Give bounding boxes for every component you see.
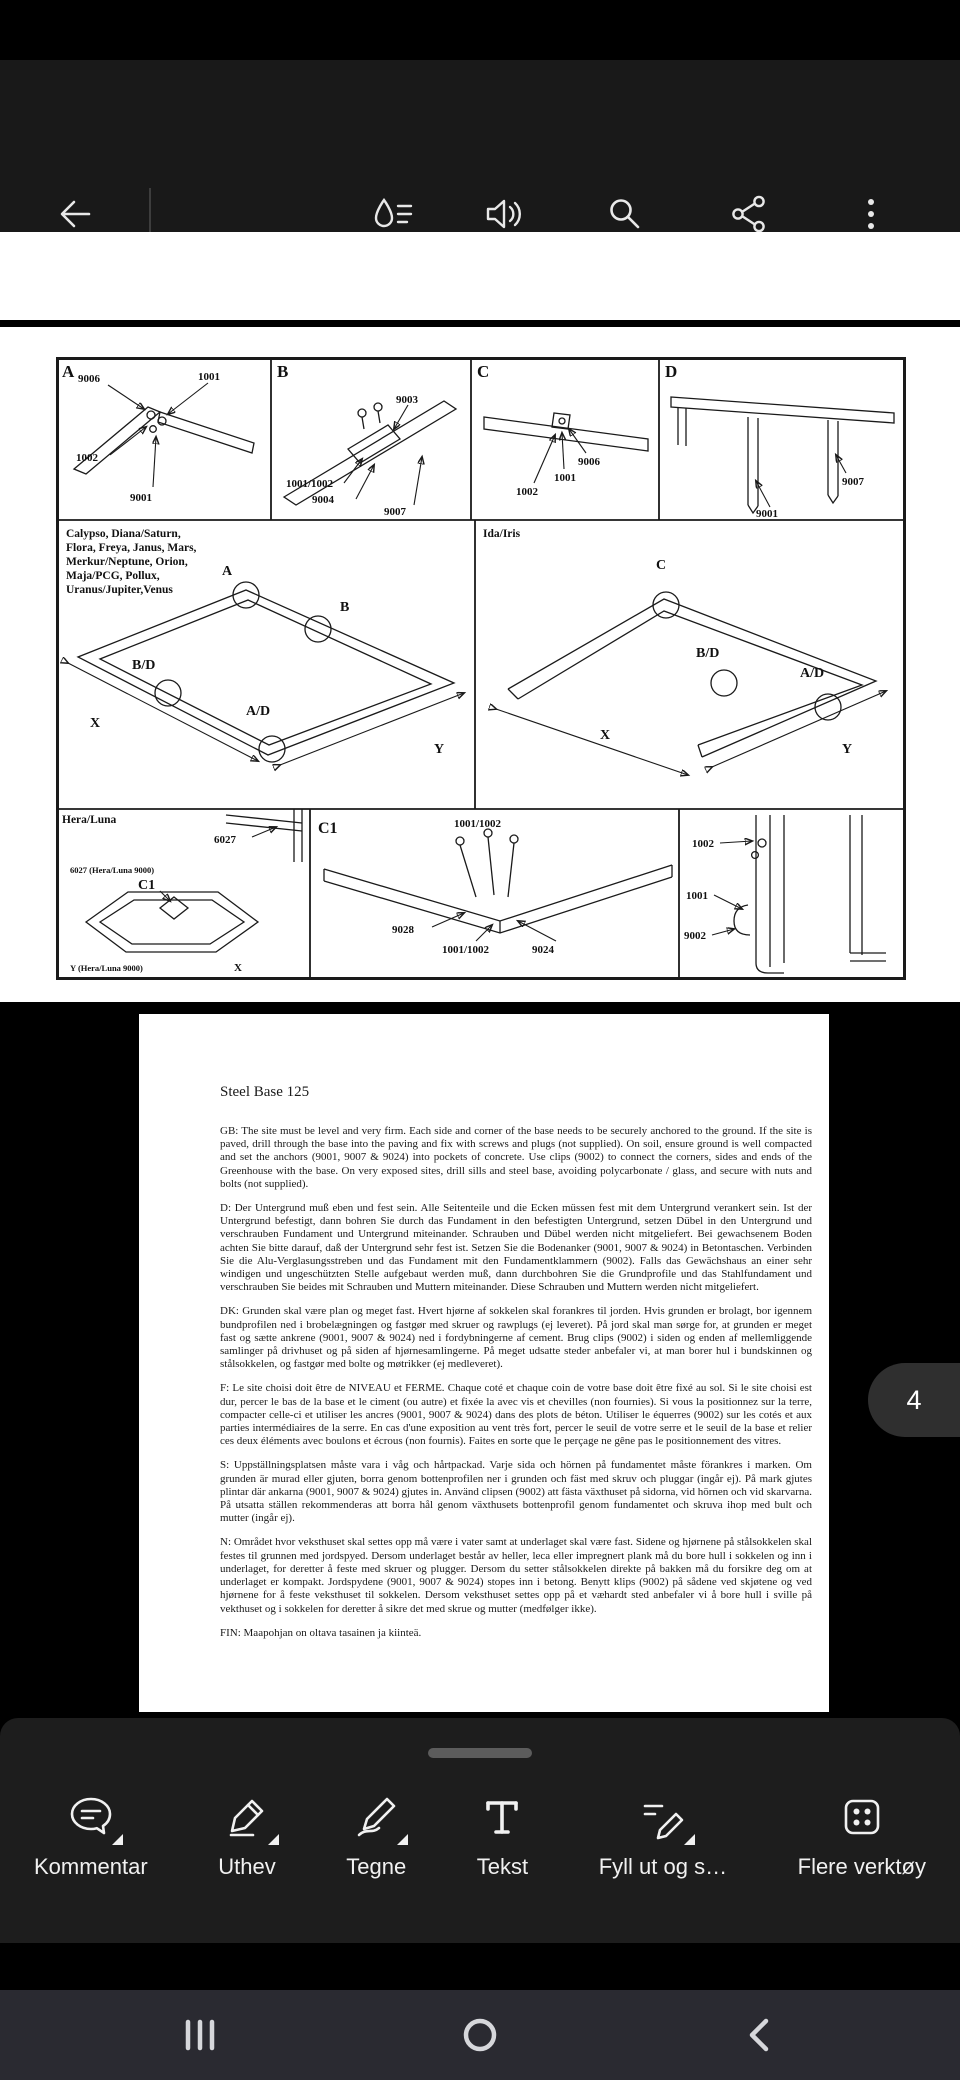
panel-letter: A <box>62 362 75 381</box>
bottom-sheet <box>0 1718 960 1943</box>
part-number-label: 1001 <box>554 472 576 484</box>
callout-letter: A <box>222 564 233 579</box>
panel-letter: C <box>477 362 490 381</box>
dimension-label: X <box>600 728 611 743</box>
part-number-label: 1001 <box>198 371 220 383</box>
paragraph-n: N: Området hvor veksthuset skal settes opp må være i vater samt at underlaget skal være fast. Sidene og hjørnene på stålsokkelen skal festes til grunnen med jordspyed. Dersom underlaget består av heller, leca eller impregnert plank må du bore hull i sokkelen og inn i underlaget, for deretter å feste med skruer og plugger. Dersom du setter stålsokkelen direkte på bakken må du forsikre deg om at underlaget er kompakt. Jordspydene (9001, 9007 & 9024) stopes inn i betong. Benytt klips (9002) på sådene ved skjøtene og ved hjørnene for å feste veksthuset til sokkelen. Dersom veksthuset settes opp på et væhardt sted anbefaler vi å bore hull i sville på vekthuset og i sokkelen for deretter å sikre det med skrue og mutter (medfølger ikke). <box>220 1536 812 1615</box>
flyout-indicator <box>268 1834 279 1845</box>
model-list-line: Merkur/Neptune, Orion, <box>66 556 188 568</box>
android-nav-bar <box>0 1990 960 2080</box>
part-number-label: 9001 <box>130 492 152 504</box>
share-icon <box>728 192 772 236</box>
pdf-page-text[interactable] <box>139 1014 829 1712</box>
fill-sign-icon <box>638 1792 688 1842</box>
panel-letter: D <box>665 362 678 381</box>
highlighter-icon <box>222 1792 272 1842</box>
paragraph-dk: DK: Grunden skal være plan og meget fast. Hvert hjørne af sokkelen skal forankres til jorden. Hvis grunden er brolagt, bor igennem bundprofilen ned i brobelægningen og fastgør med skruer og rawplugs (ej leveret). På jord skal man sørge for, at grunden er meget fast og sætte ankrene (9001, 9007 & 9024) ned i fordybningerne af cement. Brug clips (9002) i siden og enden af mellemliggende samlinger på drivhuset og på siden af hjørnesamlingerne. På meget udsatte steder anbefaler vi, at man borer hul i bundskinnen og stålsokkelen, og fastgør med bolte og møtrikker (ej medleveret). <box>220 1305 812 1371</box>
tool-text[interactable] <box>477 1792 528 1880</box>
paragraph-fin-clipped: FIN: Maapohjan on oltava tasainen ja kiinteä. <box>220 1626 422 1639</box>
hera-art <box>86 809 302 952</box>
tool-label: Tekst <box>476 1854 529 1879</box>
tools-toolbar <box>0 1792 960 1880</box>
tool-fill-sign[interactable] <box>599 1792 727 1880</box>
page-separator <box>0 320 960 327</box>
dimension-label: X <box>234 962 242 974</box>
tool-label: Uthev <box>218 1854 276 1879</box>
part-number-label: 1001/1002 <box>454 818 502 830</box>
paragraph-d: D: Der Untergrund muß eben und fest sein. Alle Seitenteile und die Ecken müssen fest mit dem Untergrund verankert sein. Ist der Untergrund befestigt, dann bohren Sie durch das Fundament in den befestigten Untergrund, setzen Dübel in den Untergrund und verschrauben Fundament und Untergrund miteinander. Schrauben und Dübel werden nicht mitgeliefert. Bei gewachsenem Boden achten Sie bitte darauf, daß der Untergrund sehr fest ist. Setzen Sie die Bodenanker (9001, 9007 & 9024) in Betontaschen. Verbinden Sie die Alu-Verglasungsstreben und das Fundament mit den Fundamentklammern (9002). Falls das Gewächshaus an einer sehr windigen und ungeschützten Stelle aufgebaut werden muß, dann durchbohren Sie die Grundprofile und das Stahlfundament und verschrauben Sie beides mit Schrauben und Muttern miteinander. Diese Schrauben und Muttern werden nicht mitgeliefert. <box>220 1202 812 1294</box>
drag-handle[interactable] <box>428 1748 532 1758</box>
part-number-label: 9007 <box>384 506 406 518</box>
profile-detail-art <box>712 815 886 973</box>
tool-label: Kommentar <box>34 1854 148 1879</box>
diagram-grid <box>57 358 905 980</box>
status-bar <box>0 0 960 60</box>
search-icon <box>603 192 647 236</box>
recents-button[interactable] <box>176 2011 224 2059</box>
part-number-label: 1002 <box>76 452 98 464</box>
document-title: Steel Base 125 <box>220 1084 310 1100</box>
part-number-label: 9006 <box>578 456 600 468</box>
model-list-line: Maja/PCG, Pollux, <box>66 570 160 582</box>
part-number-label: 1001/1002 <box>442 944 490 956</box>
tool-comment[interactable] <box>34 1792 148 1880</box>
dimension-label: X <box>90 716 101 731</box>
part-number-label: 1002 <box>692 838 714 850</box>
dimension-label: Y <box>434 742 445 757</box>
top-toolbar <box>0 60 960 232</box>
model-list-line: Flora, Freya, Janus, Mars, <box>66 542 197 554</box>
page-number-badge <box>868 1363 960 1437</box>
tool-draw[interactable] <box>346 1792 406 1880</box>
panel-a-art <box>74 383 254 487</box>
part-number-label: 9004 <box>312 494 334 506</box>
panel-d-art <box>671 397 894 513</box>
kebab-menu-icon <box>849 192 893 236</box>
paragraph-gb: GB: The site must be level and very firm. Each side and corner of the base needs to be securely anchored to the ground. If the site is paved, drill through the base into the paving and fix with screws and plugs (not supplied). On soil, ensure ground is well compacted and set the anchors (9001, 9007 & 9024) into pockets of concrete. Use clips (9002) to connect the corners, sides and ends of the Greenhouse with the base. On very exposed sites, drill sills and steel base, avoiding polycarbonate / glass, and secure with nuts and bolts (not supplied). <box>220 1125 812 1190</box>
flyout-indicator <box>112 1834 123 1845</box>
pen-icon <box>351 1792 401 1842</box>
page-number: 4 <box>906 1384 922 1415</box>
text-tool-icon <box>477 1792 527 1842</box>
tool-highlight[interactable] <box>218 1792 275 1880</box>
arrow-left-icon <box>53 192 97 236</box>
comment-icon <box>66 1792 116 1842</box>
callout-letter: B <box>340 600 350 615</box>
flyout-indicator <box>684 1834 695 1845</box>
page-text-block <box>220 1084 812 1651</box>
home-button[interactable] <box>456 2011 504 2059</box>
panel-title: Ida/Iris <box>483 528 521 540</box>
model-list-line: Uranus/Jupiter,Venus <box>66 584 173 596</box>
panel-title: C1 <box>318 820 338 837</box>
tool-more-tools[interactable] <box>798 1792 926 1880</box>
part-number-label: 1001/1002 <box>286 478 334 490</box>
callout-letter: B/D <box>132 658 156 673</box>
tool-label: Flere verktøy <box>797 1854 926 1879</box>
part-number-label: 9002 <box>684 930 706 942</box>
speaker-icon <box>481 192 525 236</box>
home-icon <box>458 2013 502 2057</box>
pdf-page-diagram[interactable] <box>0 327 960 1002</box>
callout-letter: B/D <box>696 646 720 661</box>
dimension-label: Y (Hera/Luna 9000) <box>70 963 143 973</box>
paragraph-f: F: Le site choisi doit être de NIVEAU et FERME. Chaque coté et chaque coin de votre base doit être fixé au sol. Si le site choisi est dur, percer le bas de la base et le ciment (ou autre) et fixée la avec vis et chevilles (non fournies). Si vous la positionnez sur la terre, compacter celle-ci et utiliser les ancres (9001, 9007 & 9024) dans des plots de béton. Utiliser le équerres (9002) sur les cotés et aux parties intermédiaires de la serre. En cas d'une exposition au vent très fort, percer le seuil de votre serre et le seuil de la base et relier ces deux éléments avec boulons et écrous (non fournis). Faites en sorte que le perçage ne gêne pas le positionnement des vitres. <box>220 1382 812 1448</box>
part-number-label: 9003 <box>396 394 418 406</box>
callout-letter: C <box>656 558 667 573</box>
recents-icon <box>178 2013 222 2057</box>
part-number-label: 9001 <box>756 508 778 520</box>
part-number-label: 9024 <box>532 944 554 956</box>
steel-base-assembly-diagram <box>56 357 906 980</box>
paragraph-s: S: Uppställningsplatsen måste vara i våg och hårtpackad. Varje sida och hörnen på fundamentet måste förankres i marken. Om grunden är murad eller gjuten, borra genom bottenprofilen ner i grunden och fäst med skruv och pluggar (ingår ej). På mark gjutes plintar där ankarna (9001, 9007 & 9024) gjutes in. Använd clipsen (9002) att fästa växthuset på sidorna, vid hörnen och vid skarvarna. På utsatta ställen rekommenderas att borra hål genom växthusets bottenprofil genom fundamentet och skruva ihop med bult och mutter (ingår ej). <box>220 1459 812 1525</box>
liquid-mode-icon <box>371 192 415 236</box>
part-number-label: 1002 <box>516 486 538 498</box>
dimension-label: Y <box>842 742 853 757</box>
part-number-label: 6027 (Hera/Luna 9000) <box>70 865 155 875</box>
chevron-left-icon <box>738 2013 782 2057</box>
models-frame-art <box>68 582 464 765</box>
callout-letter: C1 <box>138 878 156 893</box>
part-number-label: 9007 <box>842 476 864 488</box>
panel-title: Hera/Luna <box>62 814 117 826</box>
ida-frame-art <box>496 592 886 775</box>
part-number-label: 9028 <box>392 924 414 936</box>
part-number-label: 1001 <box>686 890 708 902</box>
flyout-indicator <box>397 1834 408 1845</box>
part-number-label: 9006 <box>78 373 100 385</box>
previous-page-strip <box>0 232 960 320</box>
callout-letter: A/D <box>246 704 271 719</box>
part-number-label: 6027 <box>214 834 236 846</box>
tool-label: Fyll ut og s… <box>598 1854 728 1879</box>
nav-back-button[interactable] <box>736 2011 784 2059</box>
tool-grid-icon <box>837 1792 887 1842</box>
callout-letter: A/D <box>800 666 825 681</box>
tool-label: Tegne <box>346 1854 407 1879</box>
panel-letter: B <box>277 362 289 381</box>
c1-detail-art <box>324 829 672 941</box>
model-list-line: Calypso, Diana/Saturn, <box>66 528 181 540</box>
